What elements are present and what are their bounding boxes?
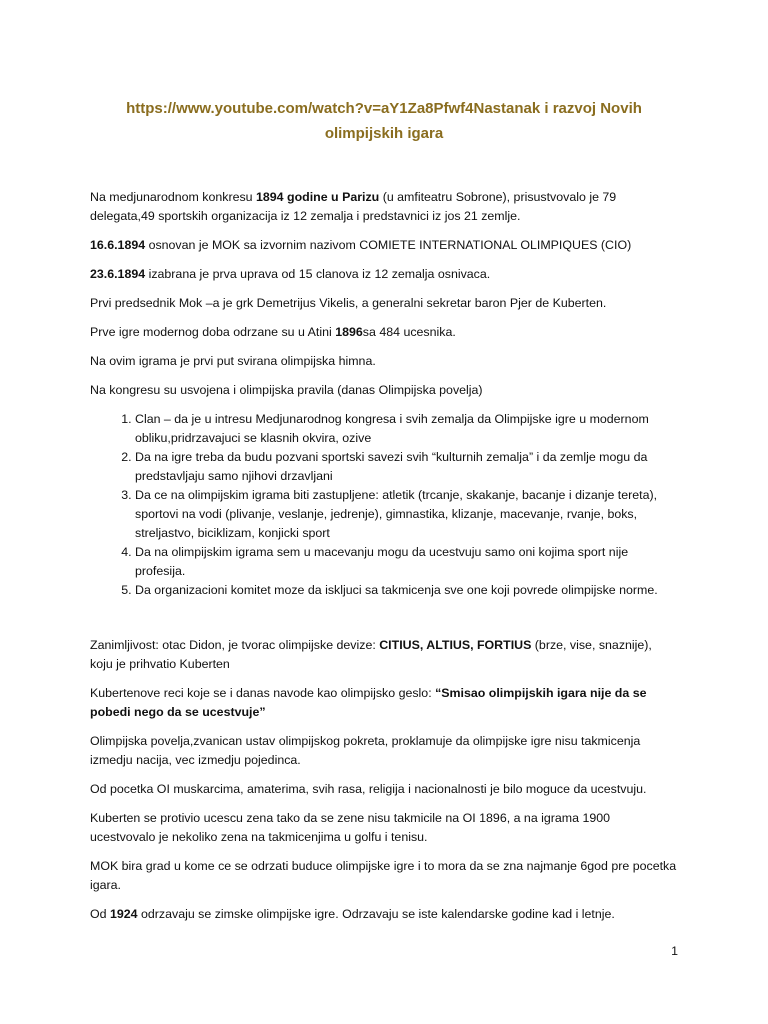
text: (u amfiteatru Sobrone), prisustvovalo je 79 delegata,49 sportskih organizacija iz 12 zemalja i predstavnici iz jos 21 zemlje. — [90, 190, 617, 223]
bold-year: 1924 — [109, 907, 138, 921]
text: Na medjunarodnom konkresu — [90, 190, 256, 204]
text: (brze, vise, snaznije), koju je prihvatio Kuberten — [90, 638, 652, 671]
text: osnovan je MOK sa izvornim nazivom COMIETE INTERNATIONAL OLIMPIQUES (CIO) — [145, 238, 632, 252]
list-item: 3. Da ce na olimpijskim igrama biti zastupljene: atletik (trcanje, skakanje, bacanje i dizanje tereta), sportovi na vodi (plivanje, veslanje, jedrenje), gimnastika, klizanje, macevanje, rvanje, boks, streljastvo, biciklizam, konjicki sport — [135, 486, 678, 543]
paragraph-first-president: Prvi predsednik Mok –a je grk Demetrijus Vikelis, a generalni sekretar baron Pjer de Kuberten. — [90, 296, 607, 310]
paragraph-mok-founded — [90, 236, 678, 255]
list-item: 1. Clan – da je u intresu Medjunarodnog kongresa i svih zemalja da Olimpijske igre u modernom obliku,pridrzavajuci se klasnih okvira, ozive — [135, 410, 678, 448]
bold-date: 23.6.1894 — [90, 267, 146, 281]
paragraph-motto — [90, 636, 678, 674]
list-item: 4. Da na olimpijskim igrama sem u macevanju mogu da ucestvuju samo oni kojima sport nije profesija. — [135, 543, 678, 581]
paragraph-congress — [90, 188, 678, 226]
text: Od — [90, 907, 110, 921]
paragraph-first-board — [90, 265, 678, 284]
paragraph-winter-games — [90, 905, 678, 924]
paragraph-host-city: MOK bira grad u kome ce se odrzati buduce olimpijske igre i to mora da se zna najmanje 6god pre pocetka igara. — [90, 859, 677, 892]
paragraph-geslo — [90, 684, 678, 722]
text: Kubertenove reci koje se i danas navode kao olimpijsko geslo: — [90, 686, 436, 700]
bold-date: 16.6.1894 — [90, 238, 146, 252]
bold-year: 1896 — [335, 325, 363, 339]
list-item: 2. Da na igre treba da budu pozvani sportski savezi svih “kulturnih zemalja” i da zemlje mogu da predstavljaju samo njihovi drzavljani — [135, 448, 678, 486]
paragraph-hymn: Na ovim igrama je prvi put svirana olimpijska himna. — [90, 354, 376, 368]
list-item: 5. Da organizacioni komitet moze da iskljuci sa takmicenja sve one koji povrede olimpijske norme. — [135, 581, 678, 600]
bold-motto: CITIUS, ALTIUS, FORTIUS — [379, 638, 532, 652]
rules-list — [90, 410, 678, 600]
text: odrzavaju se zimske olimpijske igre. Odrzavaju se iste kalendarske godine kad i letnje. — [137, 907, 615, 921]
document-title — [90, 96, 678, 146]
paragraph-first-games — [90, 323, 678, 342]
title-line-2: olimpijskih igara — [324, 125, 444, 142]
text: izabrana je prva uprava od 15 clanova iz 12 zemalja osnivaca. — [145, 267, 491, 281]
paragraph-charter: Olimpijska povelja,zvanican ustav olimpijskog pokreta, proklamuje da olimpijske igre nisu takmicenja izmedju nacija, vec izmedju pojedinca. — [90, 734, 641, 767]
bold-text: 1894 godine u Parizu — [256, 190, 380, 204]
title-line-1[interactable]: https://www.youtube.com/watch?v=aY1Za8Pfwf4Nastanak i razvoj Novih — [126, 100, 642, 117]
page-number: 1 — [671, 944, 678, 958]
text: Prve igre modernog doba odrzane su u Atini — [90, 325, 336, 339]
paragraph-participation: Od pocetka OI muskarcima, amaterima, svih rasa, religija i nacionalnosti je bilo moguce da ucestvuju. — [90, 782, 647, 796]
text: Zanimljivost: otac Didon, je tvorac olimpijske devize: — [90, 638, 380, 652]
paragraph-women: Kuberten se protivio ucescu zena tako da se zene nisu takmicile na OI 1896, a na igrama 1900 ucestvovalo je nekoliko zena na takmicenjima u golfu i tenisu. — [90, 811, 611, 844]
text: sa 484 ucesnika. — [362, 325, 456, 339]
paragraph-rules: Na kongresu su usvojena i olimpijska pravila (danas Olimpijska povelja) — [90, 383, 483, 397]
bold-quote: “Smisao olimpijskih igara nije da se pobedi nego da se ucestvuje” — [90, 686, 647, 719]
